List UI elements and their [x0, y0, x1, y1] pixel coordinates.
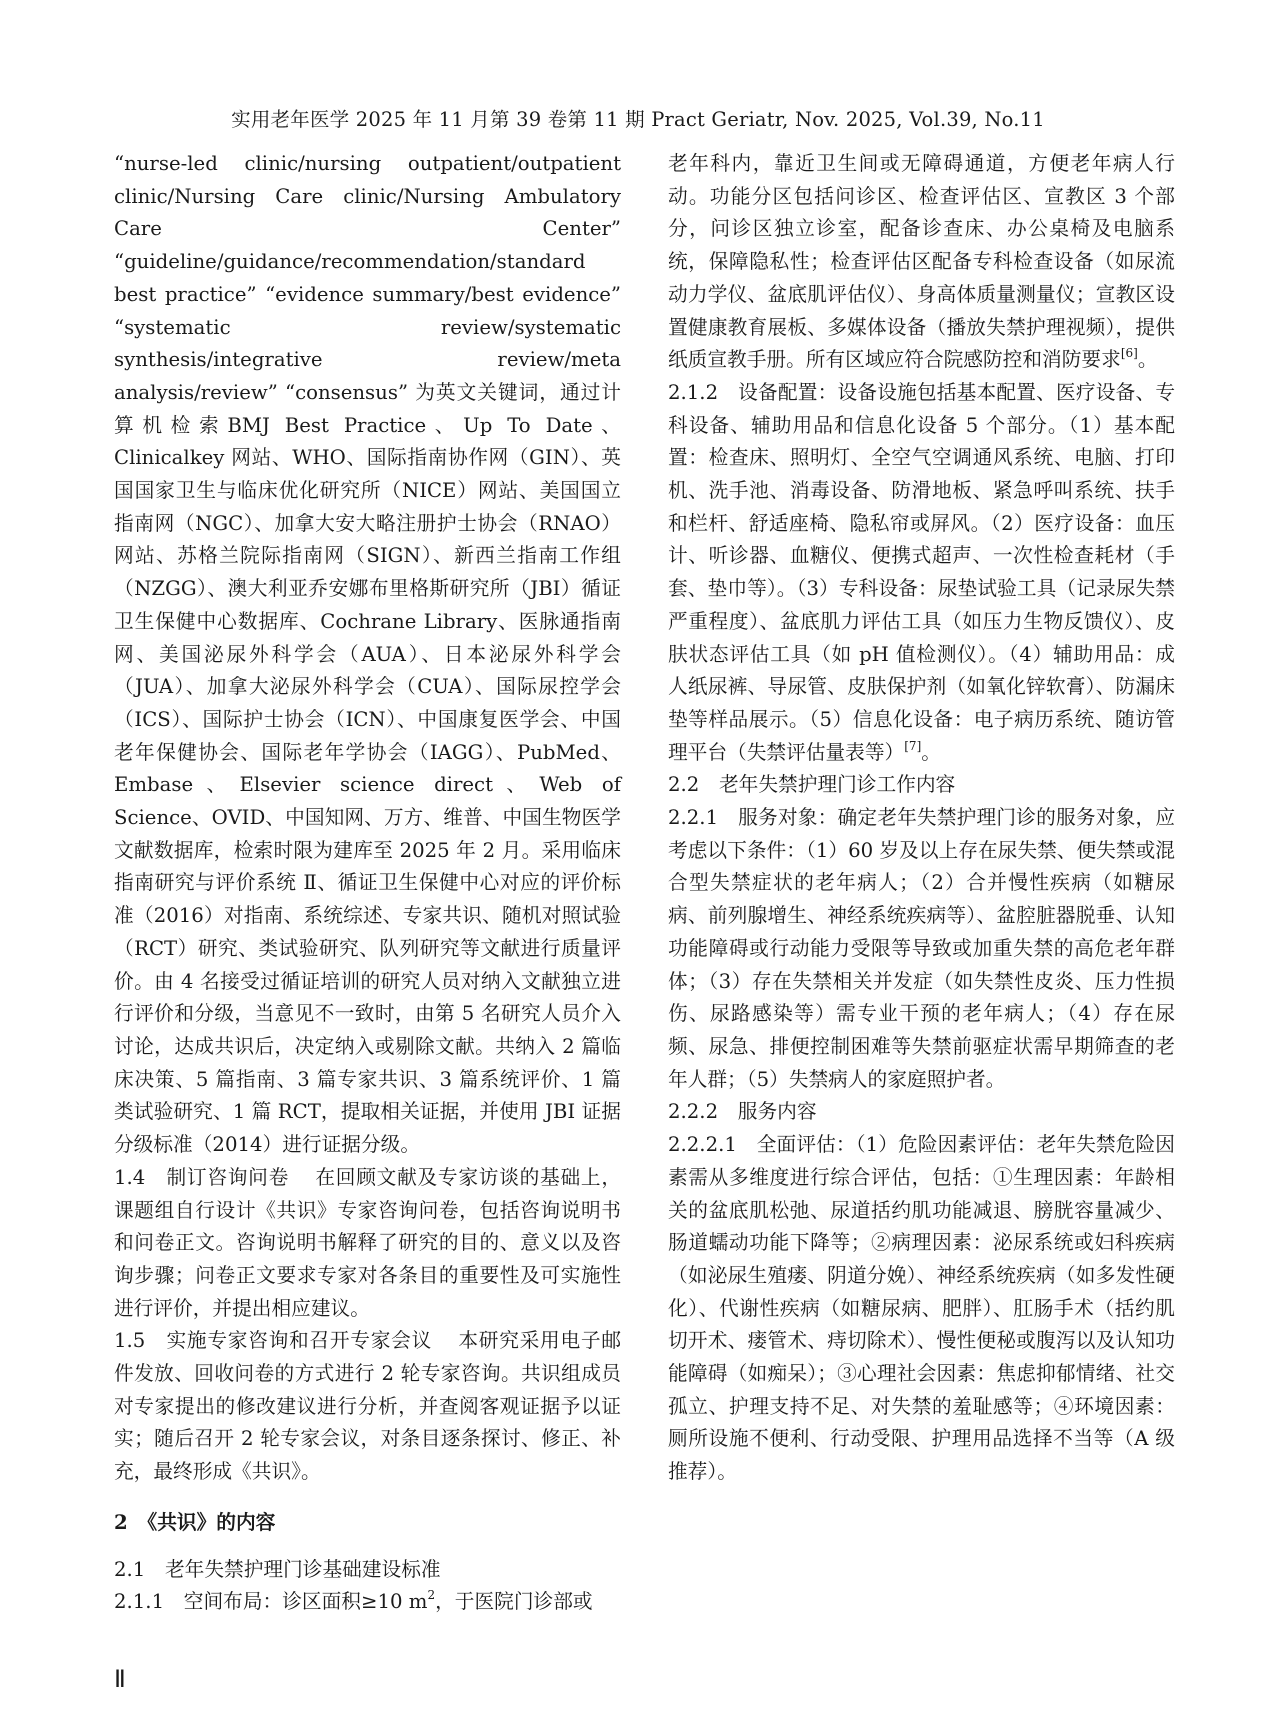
space-layout-text: 老年科内，靠近卫生间或无障碍通道，方便老年病人行动。功能分区包括问诊区、检查评估区、宣教区 3 个部分，问诊区独立诊室，配备诊查床、办公桌椅及电脑系统，保障隐私性；检查评估区配备专科检查设备（如尿流动力学仪、盆底肌评估仪）、身高体质量测量仪；宣教区设置健康教育展板、多媒体设备（播放失禁护理视频），提供纸质宣教手册。所有区域应符合院感防控和消防要求	[668, 152, 1175, 372]
section-1-5-text: 本研究采用电子邮件发放、回收问卷的方式进行 2 轮专家咨询。共识组成员对专家提出的修改建议进行分析，并查阅客观证据予以证实；随后召开 2 轮专家会议，对条目逐条探讨、修正、补充，最终形成《共识》。	[114, 1329, 622, 1484]
period: 。	[1137, 348, 1158, 372]
section-2-1-2	[668, 377, 1175, 769]
section-2-1-1-heading: 2.1.1 空间布局：	[114, 1590, 283, 1614]
paragraph-search-strategy: “nurse-led clinic/nursing outpatient/outpatient clinic/Nursing Care clinic/Nursing Ambulatory Care Center” “guideline/guidance/recommendation/standard best practice” “evidence summary/best evidence” “systematic review/systematic synthesis/integrative review/meta analysis/review” “consensus” 为英文关键词，通过计算机检索BMJ Best Practice、Up To Date、Clinicalkey 网站、WHO、国际指南协作网（GIN）、英国国家卫生与临床优化研究所（NICE）网站、美国国立指南网（NGC）、加拿大安大略注册护士协会（RNAO）网站、苏格兰院际指南网（SIGN）、新西兰指南工作组（NZGG）、澳大利亚乔安娜布里格斯研究所（JBI）循证卫生保健中心数据库、Cochrane Library、医脉通指南网、美国泌尿外科学会（AUA）、日本泌尿外科学会（JUA）、加拿大泌尿外科学会（CUA）、国际尿控学会（ICS）、国际护士协会（ICN）、中国康复医学会、中国老年保健协会、国际老年学协会（IAGG）、PubMed、Embase、Elsevier science direct、Web of Science、OVID、中国知网、万方、维普、中国生物医学文献数据库，检索时限为建库至 2025 年 2 月。采用临床指南研究与评价系统 Ⅱ、循证卫生保健中心对应的评价标准（2016）对指南、系统综述、专家共识、随机对照试验（RCT）研究、类试验研究、队列研究等文献进行质量评价。由 4 名接受过循证培训的研究人员对纳入文献独立进行评价和分级，当意见不一致时，由第 5 名研究人员介入讨论，达成共识后，决定纳入或剔除文献。共纳入 2 篇临床决策、5 篇指南、3 篇专家共识、3 篇系统评价、1 篇类试验研究、1 篇 RCT，提取相关证据，并使用 JBI 证据分级标准（2014）进行证据分级。	[114, 152, 621, 1157]
section-2-1-2-text: 设备设施包括基本配置、医疗设备、专科设备、辅助用品和信息化设备 5 个部分。（1）基本配置：检查床、照明灯、全空气空调通风系统、电脑、打印机、洗手池、消毒设备、防滑地板、紧急呼叫系统、扶手和栏杆、舒适座椅、隐私帘或屏风。（2）医疗设备：血压计、听诊器、血糖仪、便携式超声、一次性检查耗材（手套、垫巾等）。（3）专科设备：尿垫试验工具（记录尿失禁严重程度）、盆底肌力评估工具（如压力生物反馈仪）、皮肤状态评估工具（如 pH 值检测仪）。（4）辅助用品：成人纸尿裤、导尿管、皮肤保护剂（如氧化锌软膏）、防漏床垫等样品展示。（5）信息化设备：电子病历系统、随访管理平台（失禁评估量表等）	[668, 380, 1176, 764]
section-2-2-2-1-heading: 2.2.2.1 全面评估：	[668, 1133, 856, 1157]
section-1-4-heading: 1.4 制订咨询问卷	[114, 1165, 290, 1189]
left-column	[114, 148, 621, 1619]
section-2-2-2-1-text: （1）危险因素评估：老年失禁危险因素需从多维度进行综合评估，包括：①生理因素：年龄相关的盆底肌松弛、尿道括约肌功能减退、膀胱容量减少、肠道蠕动功能下降等；②病理因素：泌尿系统或妇科疾病（如泌尿生殖瘘、阴道分娩）、神经系统疾病（如多发性硬化）、代谢性疾病（如糖尿病、肥胖）、肛肠手术（括约肌切开术、瘘管术、痔切除术）、慢性便秘或腹泻以及认知功能障碍（如痴呆）；③心理社会因素：焦虑抑郁情绪、社交孤立、护理支持不足、对失禁的羞耻感等；④环境因素：厕所设施不便利、行动受限、护理用品选择不当等（A 级推荐）。	[668, 1133, 1175, 1484]
right-column	[668, 148, 1175, 1489]
section-2-1-1-text-cont: ，于医院门诊部或	[435, 1590, 593, 1614]
section-2-heading: 2 《共识》的内容	[114, 1510, 276, 1534]
section-1-4	[114, 1162, 621, 1326]
section-1-5-heading: 1.5 实施专家咨询和召开专家会议	[114, 1329, 432, 1353]
section-1-4-text: 在回顾文献及专家访谈的基础上，课题组自行设计《共识》专家咨询问卷，包括咨询说明书和问卷正文。咨询说明书解释了研究的目的、意义以及咨询步骤；问卷正文要求专家对各条目的重要性及可实施性进行评价，并提出相应建议。	[114, 1165, 622, 1320]
section-2-2-heading: 2.2 老年失禁护理门诊工作内容	[668, 773, 956, 797]
section-2-1-heading: 2.1 老年失禁护理门诊基础建设标准	[114, 1557, 441, 1581]
period: 。	[921, 740, 941, 764]
section-2-2-2-1	[668, 1129, 1175, 1489]
citation-7: [7]	[904, 738, 922, 753]
section-1-5	[114, 1325, 621, 1489]
section-2-2-1-text: 确定老年失禁护理门诊的服务对象，应考虑以下条件：（1）60 岁及以上存在尿失禁、便失禁或混合型失禁症状的老年病人；（2）合并慢性疾病（如糖尿病、前列腺增生、神经系统疾病等）、盆腔脏器脱垂、认知功能障碍或行动能力受限等导致或加重失禁的高危老年群体；（3）存在失禁相关并发症（如失禁性皮炎、压力性损伤、尿路感染等）需专业干预的老年病人；（4）存在尿频、尿急、排便控制困难等失禁前驱症状需早期筛查的老年人群；（5）失禁病人的家庭照护者。	[668, 806, 1176, 1091]
superscript-2: 2	[427, 1588, 436, 1603]
section-2-2-1-heading: 2.2.1 服务对象：	[668, 806, 838, 830]
citation-6: [6]	[1120, 346, 1138, 361]
paragraph-space-layout-cont	[668, 148, 1175, 377]
page-number: Ⅱ	[114, 1667, 126, 1693]
section-2-1-1	[114, 1586, 621, 1619]
section-2-2-1	[668, 802, 1175, 1096]
running-head: 实用老年医学 2025 年 11 月第 39 卷第 11 期 Pract Geriatr, Nov. 2025, Vol.39, No.11	[231, 108, 1045, 131]
section-2-2-2-heading: 2.2.2 服务内容	[668, 1100, 817, 1124]
section-2-1-1-text: 诊区面积≥10 m	[282, 1590, 428, 1614]
section-2-1-2-heading: 2.1.2 设备配置：	[668, 380, 838, 404]
